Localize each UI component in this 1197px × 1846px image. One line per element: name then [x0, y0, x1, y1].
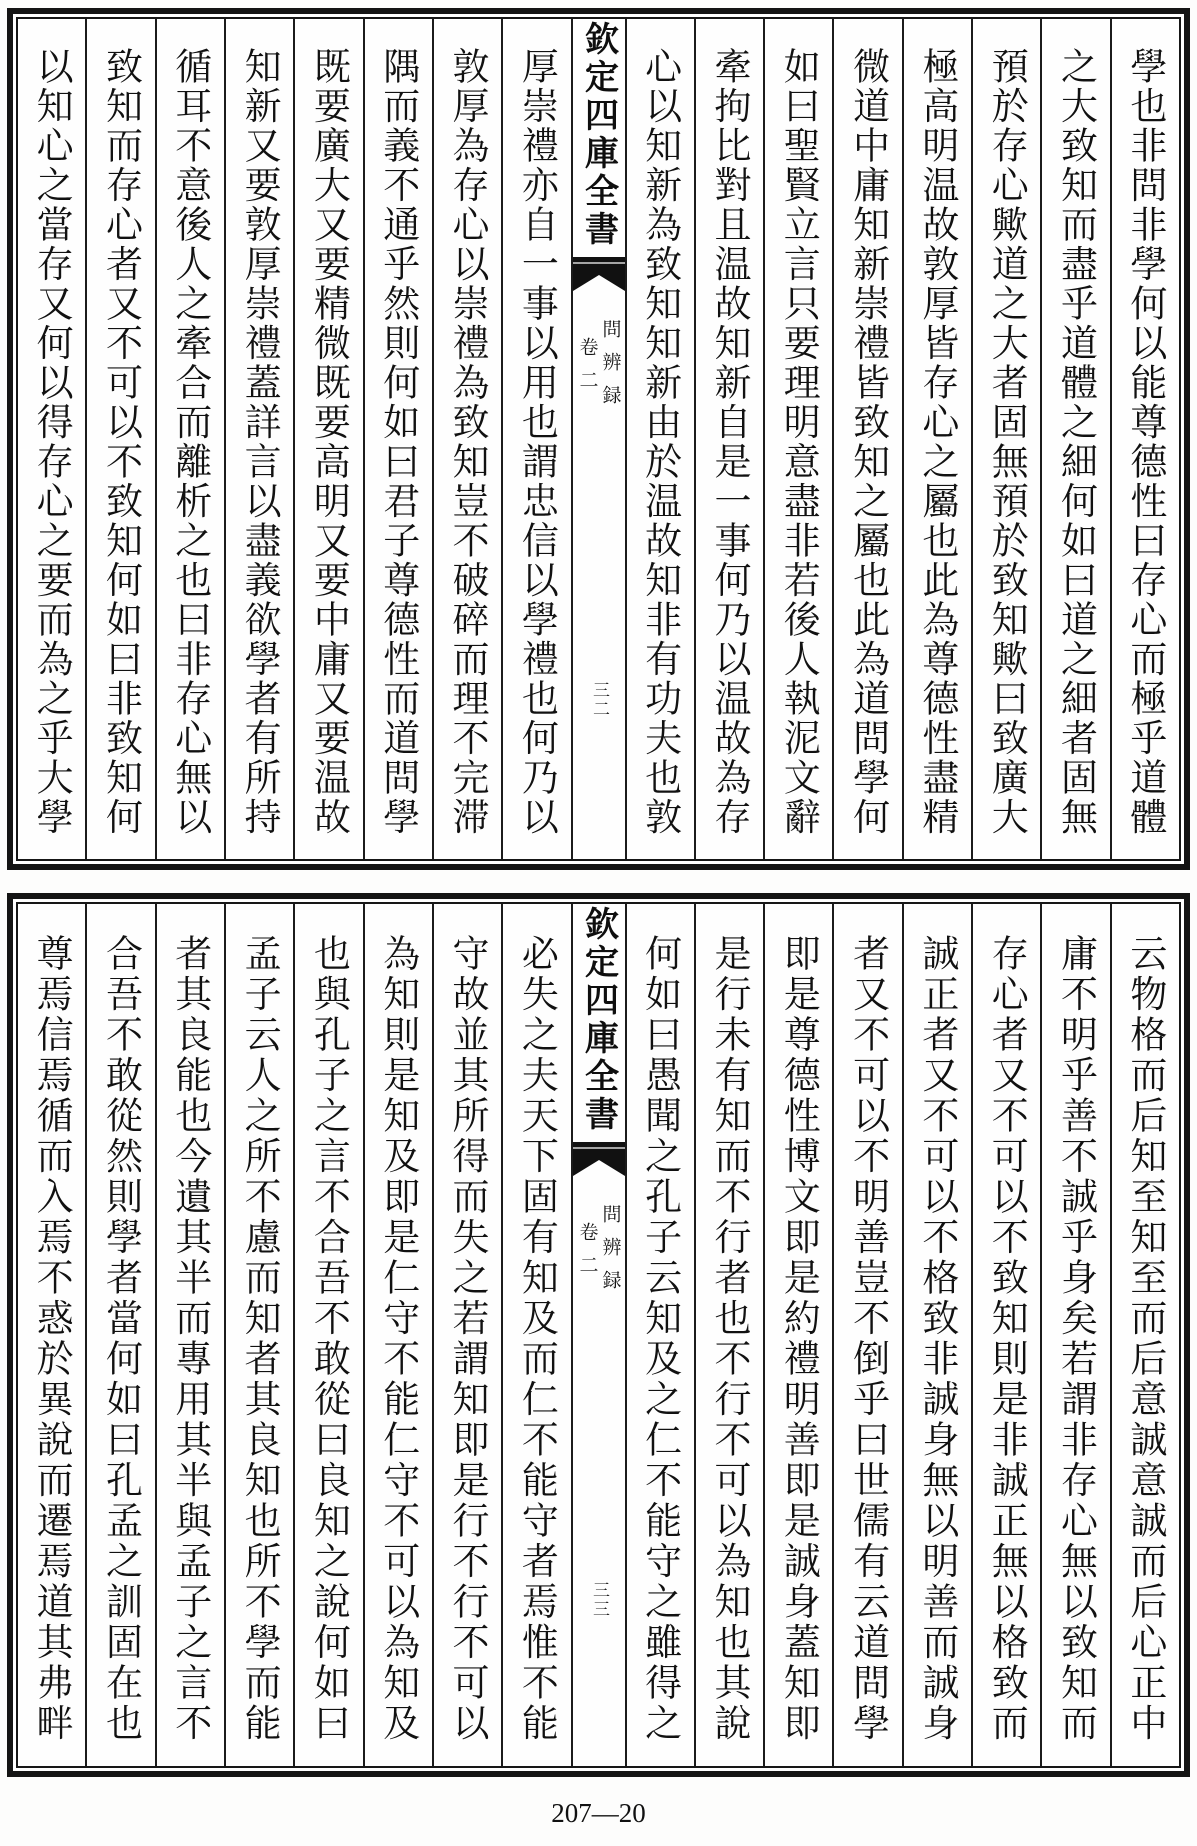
text-column — [224, 19, 293, 859]
column-text: 存心者又不可以不致知則是非誠正無以格致而 — [985, 934, 1029, 1744]
column-text: 為知則是知及即是仁守不能仁守不可以為知及 — [376, 934, 420, 1744]
column-text: 誠正者又不可以不格致非誠身無以明善而誠身 — [915, 934, 959, 1744]
text-column — [432, 19, 501, 859]
column-text: 者其良能也今遺其半而專用其半與孟子之言不 — [168, 934, 212, 1744]
text-column — [694, 904, 763, 1766]
column-text: 知新又要敦厚崇禮蓋詳言以盡義欲學者有所持 — [238, 47, 282, 837]
column-text: 預於存心歟道之大者固無預於致知歟曰致廣大 — [985, 47, 1029, 837]
page-number: 三三 — [589, 1581, 609, 1619]
text-column — [363, 19, 432, 859]
page-number: 三二 — [589, 681, 609, 719]
center-fold-column — [571, 904, 625, 1766]
column-text: 也與孔子之言不合吾不敢從曰良知之說何如曰 — [307, 934, 351, 1744]
column-text: 既要廣大又要精微既要高明又要中庸又要温故 — [307, 47, 351, 837]
text-column — [1040, 904, 1109, 1766]
text-column — [625, 904, 694, 1766]
center-fold-column — [571, 19, 625, 859]
inner-frame — [16, 17, 1181, 861]
column-text: 極高明温故敦厚皆存心之屬也此為尊德性盡精 — [915, 47, 959, 837]
text-column — [85, 19, 154, 859]
text-column — [832, 19, 901, 859]
text-column — [763, 19, 832, 859]
series-title: 欽定四庫全書 — [578, 21, 619, 249]
column-text: 庸不明乎善不誠乎身矣若謂非存心無以致知而 — [1054, 934, 1098, 1744]
text-column — [501, 19, 570, 859]
text-column — [363, 904, 432, 1766]
page-panel-top — [7, 8, 1190, 870]
text-column — [971, 19, 1040, 859]
page-panel-bottom — [7, 893, 1190, 1777]
text-column — [293, 19, 362, 859]
column-text: 牽拘比對且温故知新自是一事何乃以温故為存 — [707, 47, 751, 837]
column-text: 是行未有知而不行者也不行不可以為知也其說 — [707, 934, 751, 1744]
column-text: 如曰聖賢立言只要理明意盡非若後人執泥文辭 — [777, 47, 821, 837]
text-column — [501, 904, 570, 1766]
text-column — [1110, 904, 1179, 1766]
volume-label: 卷二 — [576, 1222, 599, 1288]
column-text: 厚崇禮亦自一事以用也謂忠信以學禮也何乃以 — [515, 47, 559, 837]
text-column — [694, 19, 763, 859]
column-text: 微道中庸知新崇禮皆致知之屬也此為道問學何 — [846, 47, 890, 837]
text-column — [432, 904, 501, 1766]
column-text: 隅而義不通乎然則何如曰君子尊德性而道問學 — [376, 47, 420, 837]
column-text: 必失之夫天下固有知及而仁不能守者焉惟不能 — [515, 934, 559, 1744]
text-column — [971, 904, 1040, 1766]
column-text: 者又不可以不明善豈不倒乎曰世儒有云道問學 — [846, 934, 890, 1744]
plate-number: 207—20 — [551, 1798, 646, 1828]
column-text: 學也非問非學何以能尊德性曰存心而極乎道體 — [1123, 47, 1167, 837]
text-column — [832, 904, 901, 1766]
fishtail-mark-icon — [573, 1142, 625, 1176]
column-text: 即是尊德性博文即是約禮明善即是誠身蓋知即 — [777, 934, 821, 1744]
column-text: 云物格而后知至知至而后意誠意誠而后心正中 — [1123, 934, 1167, 1744]
series-title: 欽定四庫全書 — [578, 906, 619, 1134]
book-label — [573, 1204, 625, 1303]
column-text: 心以知新為致知知新由於温故知非有功夫也敦 — [638, 47, 682, 837]
column-text: 孟子云人之所不慮而知者其良知也所不學而能 — [238, 934, 282, 1744]
book-title: 問辨録 — [599, 1204, 622, 1303]
text-column — [625, 19, 694, 859]
fishtail-mark-icon — [573, 257, 625, 291]
column-text: 尊焉信焉循而入焉不惑於異說而遷焉道其弗畔 — [30, 934, 74, 1744]
column-text: 守故並其所得而失之若謂知即是行不行不可以 — [446, 934, 490, 1744]
text-column — [224, 904, 293, 1766]
text-column — [763, 904, 832, 1766]
column-text: 循耳不意後人之牽合而離析之也曰非存心無以 — [168, 47, 212, 837]
inner-frame — [16, 902, 1181, 1768]
book-label — [573, 319, 625, 418]
book-title: 問辨録 — [599, 319, 622, 418]
text-column — [902, 19, 971, 859]
text-column — [1040, 19, 1109, 859]
column-text: 合吾不敢從然則學者當何如曰孔孟之訓固在也 — [99, 934, 143, 1744]
text-column — [18, 904, 85, 1766]
column-text: 以知心之當存又何以得存心之要而為之乎大學 — [30, 47, 74, 837]
text-column — [293, 904, 362, 1766]
volume-label: 卷二 — [576, 337, 599, 403]
text-column — [1110, 19, 1179, 859]
column-text: 致知而存心者又不可以不致知何如曰非致知何 — [99, 47, 143, 837]
text-column — [155, 19, 224, 859]
column-text: 之大致知而盡乎道體之細何如曰道之細者固無 — [1054, 47, 1098, 837]
text-column — [902, 904, 971, 1766]
column-text: 何如曰愚聞之孔子云知及之仁不能守之雖得之 — [638, 934, 682, 1744]
text-column — [155, 904, 224, 1766]
text-column — [18, 19, 85, 859]
column-text: 敦厚為存心以崇禮為致知豈不破碎而理不完滞 — [446, 47, 490, 837]
text-column — [85, 904, 154, 1766]
